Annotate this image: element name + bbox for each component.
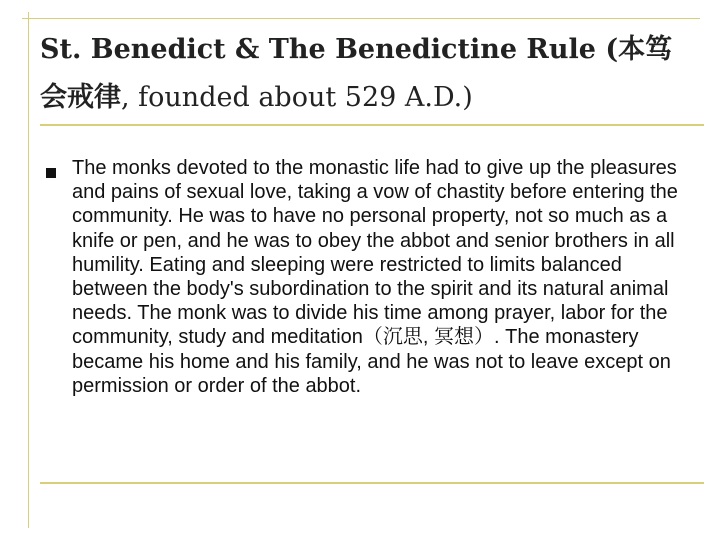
square-bullet-icon — [46, 168, 56, 178]
top-frame-line — [22, 18, 700, 19]
title-subtitle: , founded about 529 A.D.) — [121, 82, 473, 113]
bullet-text: The monks devoted to the monastic life had to give up the pleasures and pains of sexual love, taking a vow of chastity before entering the community. He was to have no personal property, not so much as a knife or pen, and he was to obey the abbot and senior brothers in all humility. Eating and sleeping were restricted to limits balanced between the body's subordination to the spirit and its natural animal needs. The monk was to divide his time among prayer, labor for the community, study and meditation（沉思, 冥想）. The monastery became his home and his family, and he was not to leave except on permission or order of the abbot. — [72, 157, 678, 397]
slide-title — [40, 26, 680, 122]
bottom-divider — [40, 482, 704, 484]
left-frame-line — [28, 12, 29, 528]
title-main: St. Benedict & The Benedictine Rule (本笃会戒律 — [40, 34, 673, 113]
title-divider — [40, 124, 704, 126]
